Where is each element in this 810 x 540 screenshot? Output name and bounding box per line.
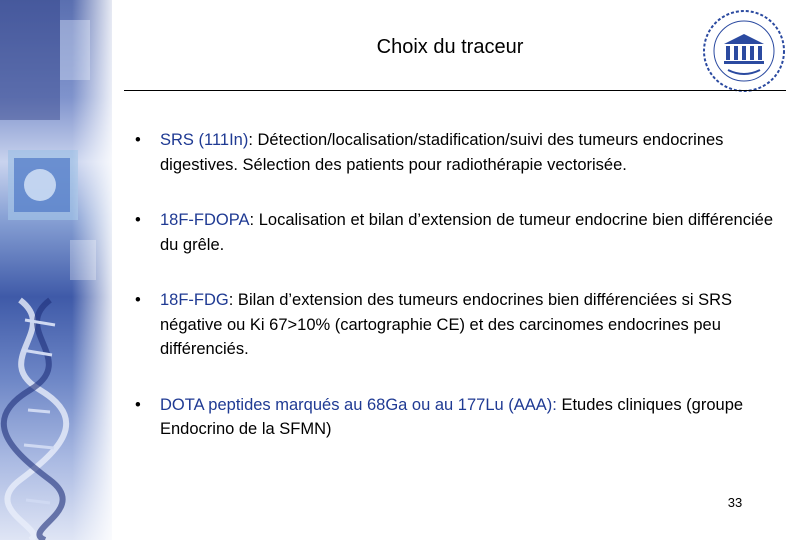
bullet-lead: 18F-FDOPA [160, 211, 250, 229]
title-divider [124, 90, 786, 91]
bullet-item [135, 128, 775, 177]
page-number: 33 [727, 495, 743, 510]
bullet-item [135, 208, 775, 257]
bullet-text: : Localisation et bilan d’extension de tumeur endocrine bien différenciée du grêle. [160, 211, 774, 254]
university-seal-logo [694, 8, 790, 94]
bullet-lead: DOTA peptides marqués au 68Ga ou au 177Lu (AAA): [160, 395, 557, 414]
bullet-item [135, 288, 775, 362]
bullet-dot: • [135, 131, 141, 149]
bullet-lead: SRS (111In) [160, 131, 249, 149]
slide-title: Choix du traceur [376, 36, 524, 58]
dna-helix-collage-image [0, 0, 112, 540]
bullet-dot: • [135, 291, 141, 309]
bullet-item [135, 393, 775, 442]
bullet-dot: • [135, 211, 141, 229]
bullet-text: : Détection/localisation/stadification/suivi des tumeurs endocrines digestives. Sélection des patients pour radiothérapie vectorisée. [160, 131, 724, 174]
bullet-text: Etudes cliniques (groupe Endocrino de la SFMN) [160, 395, 744, 438]
bullet-lead: 18F-FDG [160, 291, 229, 309]
bullet-list [135, 128, 775, 473]
bullet-text: : Bilan d’extension des tumeurs endocrines bien différenciées si SRS négative ou Ki 67>10% (cartographie CE) et des carcinomes endocrines peu différenciés. [160, 291, 732, 358]
bullet-dot: • [135, 395, 141, 414]
